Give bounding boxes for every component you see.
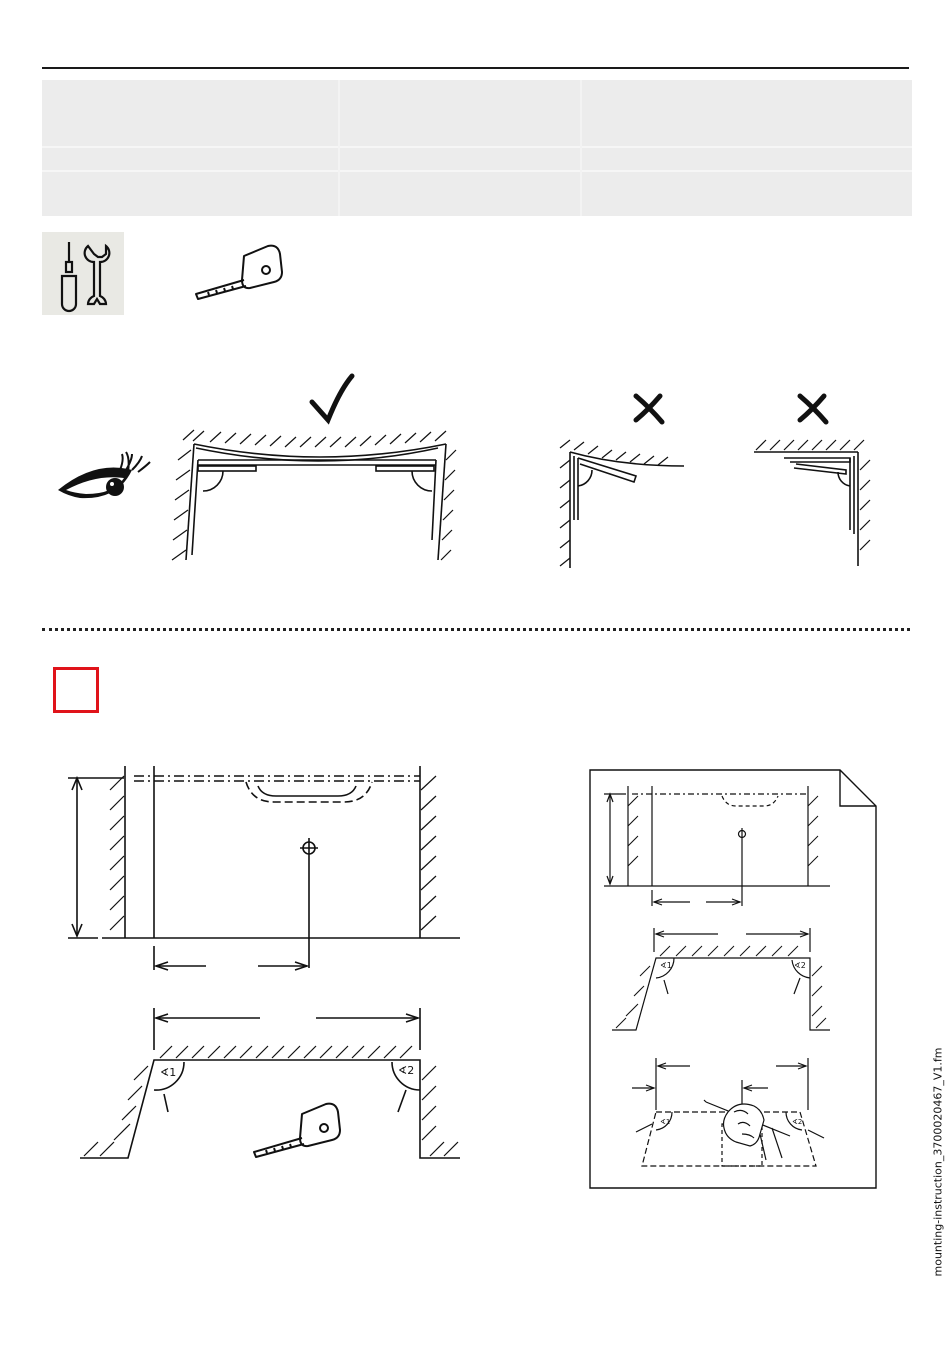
angle-label-1: ∢1 <box>660 1118 671 1126</box>
angle-label-2: ∢2 <box>398 1064 415 1077</box>
angle-label-1: ∢1 <box>160 1066 177 1079</box>
angle-label-2: ∢2 <box>792 1118 803 1126</box>
angle-label-1: ∢1 <box>660 961 672 970</box>
footer-filename: mounting-instruction_3700020467_V1.fm <box>931 1047 945 1277</box>
angle-label-2: ∢2 <box>794 961 806 970</box>
